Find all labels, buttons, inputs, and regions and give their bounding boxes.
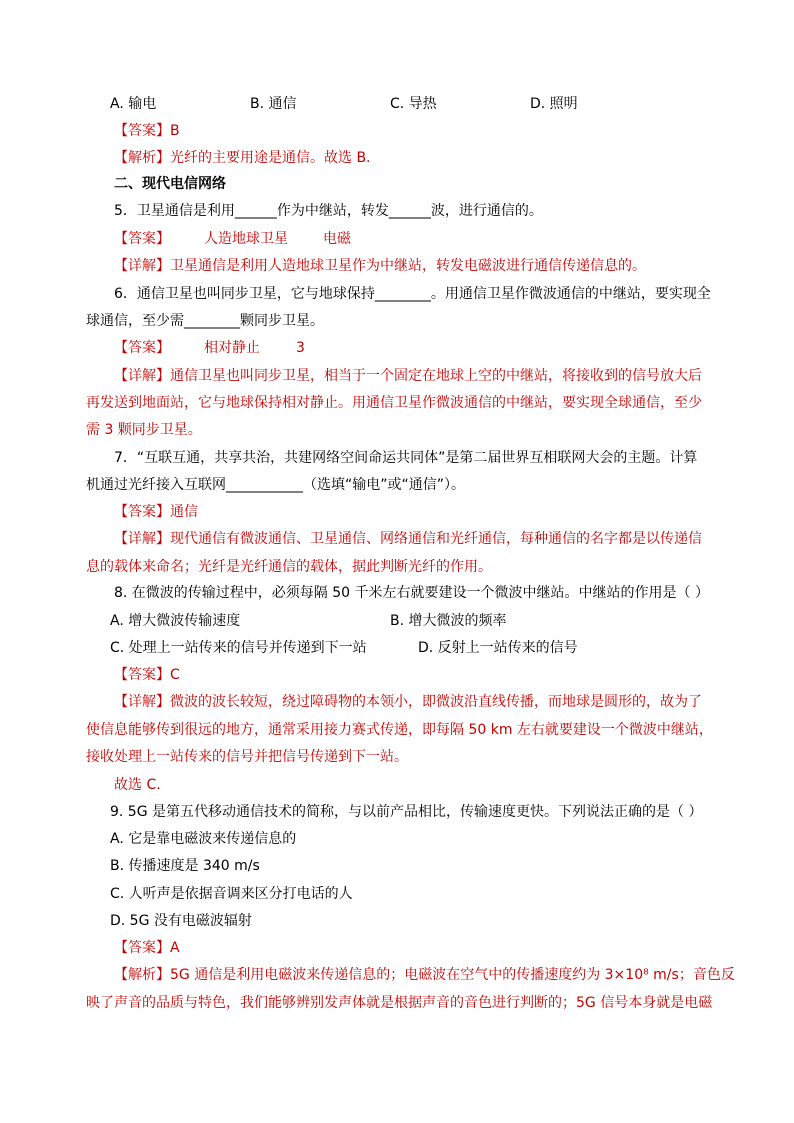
q8-answer: 【答案】C (114, 667, 180, 683)
q7-answer: 【答案】通信 (114, 504, 198, 520)
q5-answer: 【答案】 人造地球卫星 电磁 (114, 231, 351, 247)
section-title: 二、现代电信网络 (114, 176, 226, 192)
q7-detail-line1: 【详解】现代通信有微波通信、卫星通信、网络通信和光纤通信，每种通信的名字都是以传递信 (114, 531, 702, 547)
q9-answer: 【答案】A (114, 940, 180, 956)
q7-stem-line1: 7．“互联互通，共享共治，共建网络空间命运共同体”是第二届世界互相联网大会的主题。计算 (114, 450, 698, 466)
q8-option-d: D. 反射上一站传来的信号 (418, 640, 578, 656)
q8-option-c: C. 处理上一站传来的信号并传递到下一站 (110, 640, 367, 656)
q4-answer: 【答案】B (114, 123, 180, 139)
q7-stem-line2: 机通过光纤接入互联网___________（选填“输电”或“通信”）。 (86, 477, 466, 493)
q6-detail-line1: 【详解】通信卫星也叫同步卫星，相当于一个固定在地球上空的中继站，将接收到的信号放大后 (114, 368, 702, 384)
q8-detail-line1: 【详解】微波的波长较短，绕过障碍物的本领小，即微波沿直线传播，而地球是圆形的，故为了 (114, 694, 702, 710)
q9-option-b: B. 传播速度是 340 m/s (110, 858, 260, 874)
q8-detail-line3: 接收处理上一站传来的信号并把信号传递到下一站。 (86, 749, 408, 765)
q6-stem-line1: 6．通信卫星也叫同步卫星，它与地球保持________。用通信卫星作微波通信的中继站，要实现全 (114, 286, 711, 302)
q4-option-a: A. 输电 (110, 96, 157, 112)
q4-option-d: D. 照明 (530, 96, 578, 112)
q6-answer: 【答案】 相对静止 3 (114, 340, 305, 356)
q8-stem: 8. 在微波的传输过程中，必须每隔 50 千米左右就要建设一个微波中继站。中继站的作用是（ ） (114, 585, 709, 601)
q9-option-d: D. 5G 没有电磁波辐射 (110, 913, 252, 929)
q6-detail-line3: 需 3 颗同步卫星。 (86, 422, 202, 438)
q7-detail-line2: 息的载体来命名；光纤是光纤通信的载体，据此判断光纤的作用。 (86, 559, 492, 575)
q5-detail: 【详解】卫星通信是利用人造地球卫星作为中继站，转发电磁波进行通信传递信息的。 (114, 258, 646, 274)
q8-detail-line2: 使信息能够传到很远的地方，通常采用接力赛式传递，即每隔 50 km 左右就要建设一个微波中继站， (86, 722, 713, 738)
q5-stem: 5．卫星通信是利用______作为中继站，转发______波，进行通信的。 (114, 203, 543, 219)
q4-analysis: 【解析】光纤的主要用途是通信。故选 B. (114, 150, 371, 166)
q9-analysis-line2: 映了声音的品质与特色，我们能够辨别发声体就是根据声音的音色进行判断的；5G 信号本身就是电磁 (86, 995, 713, 1011)
q4-option-c: C. 导热 (390, 96, 437, 112)
q4-option-b: B. 通信 (250, 96, 297, 112)
q9-stem: 9. 5G 是第五代移动通信技术的简称，与以前产品相比，传输速度更快。下列说法正确的是（ ） (110, 804, 703, 820)
q9-analysis-line1: 【解析】5G 通信是利用电磁波来传递信息的；电磁波在空气中的传播速度约为 3×10⁸ m/s；音色反 (114, 967, 735, 983)
q9-option-c: C. 人听声是依据音调来区分打电话的人 (110, 886, 353, 902)
q9-option-a: A. 它是靠电磁波来传递信息的 (110, 831, 297, 847)
q8-conclusion: 故选 C. (114, 777, 161, 793)
q8-option-a: A. 增大微波传输速度 (110, 613, 241, 629)
q6-detail-line2: 再发送到地面站，它与地球保持相对静止。用通信卫星作微波通信的中继站，要实现全球通信，至少 (86, 395, 702, 411)
q6-stem-line2: 球通信，至少需________颗同步卫星。 (86, 313, 324, 329)
q8-option-b: B. 增大微波的频率 (390, 613, 507, 629)
